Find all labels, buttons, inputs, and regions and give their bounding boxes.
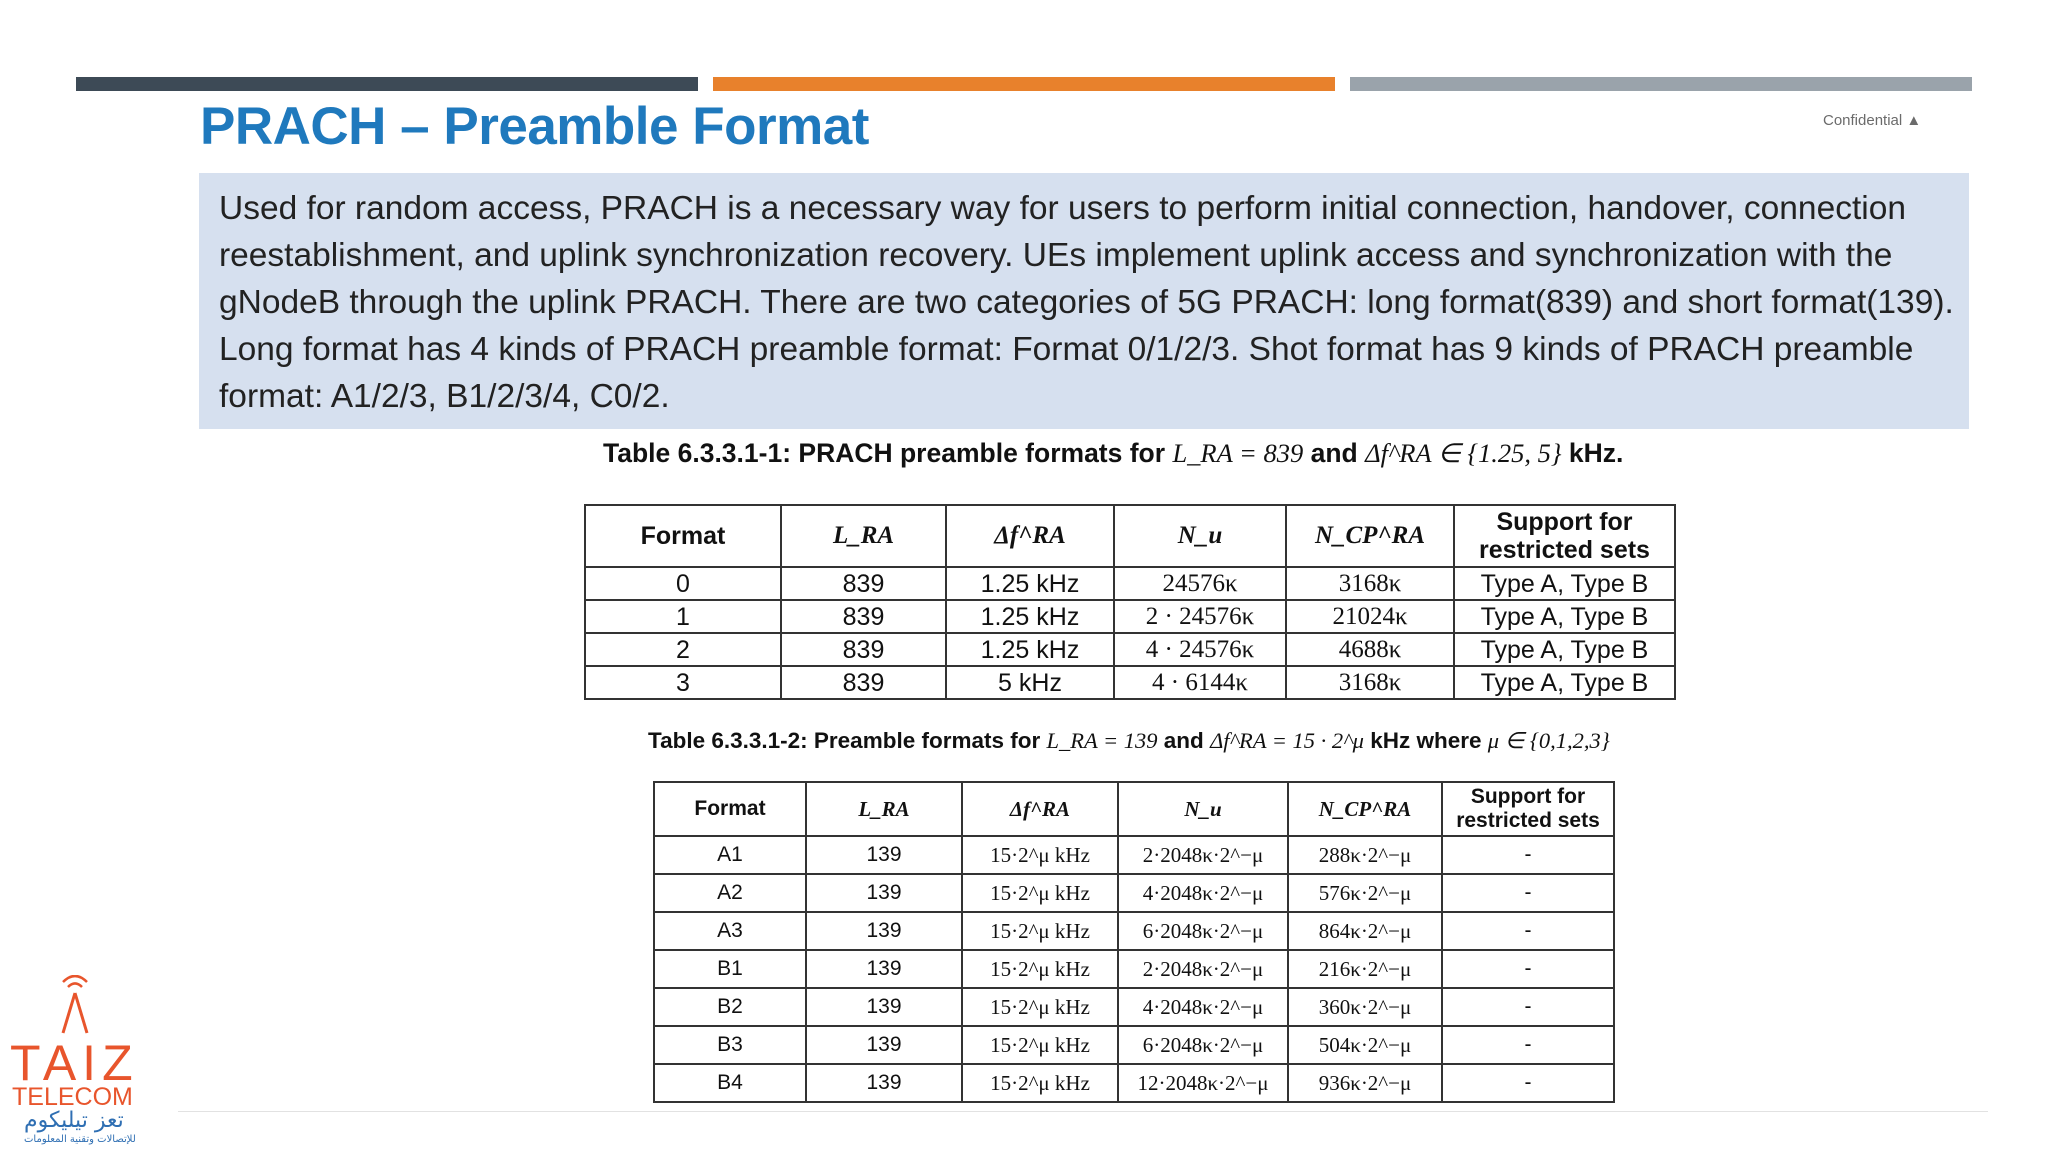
table1-caption: [603, 438, 1623, 469]
cell-lra: 139: [806, 988, 962, 1026]
col-header-restricted-sets: Support for restricted sets: [1454, 505, 1675, 567]
cell-restricted: Type A, Type B: [1454, 600, 1675, 633]
col-header-restricted-sets: Support for restricted sets: [1442, 782, 1614, 836]
cell-ncp: 3168κ: [1286, 567, 1454, 600]
col-header-lra: L_RA: [781, 505, 946, 567]
col-header-format: Format: [654, 782, 806, 836]
cell-restricted: -: [1442, 874, 1614, 912]
cell-ncp: 4688κ: [1286, 633, 1454, 666]
table1-caption-and: and: [1310, 438, 1358, 468]
cell-nu: 4 · 24576κ: [1114, 633, 1286, 666]
cell-delta-f: 1.25 kHz: [946, 633, 1114, 666]
cell-nu: 4·2048κ·2^−μ: [1118, 988, 1288, 1026]
cell-restricted: -: [1442, 950, 1614, 988]
cell-format: 0: [585, 567, 781, 600]
cell-format: A2: [654, 874, 806, 912]
table-row: [654, 988, 1614, 1026]
cell-format: B3: [654, 1026, 806, 1064]
cell-delta-f: 15·2^μ kHz: [962, 836, 1118, 874]
slide-title: PRACH – Preamble Format: [200, 97, 869, 156]
cell-lra: 139: [806, 1064, 962, 1102]
cell-nu: 2·2048κ·2^−μ: [1118, 836, 1288, 874]
cell-lra: 139: [806, 912, 962, 950]
table-header-row: [654, 782, 1614, 836]
table2-caption-label: Table 6.3.3.1-2: Preamble formats for: [648, 728, 1041, 753]
cell-nu: 6·2048κ·2^−μ: [1118, 1026, 1288, 1064]
cell-delta-f: 15·2^μ kHz: [962, 1064, 1118, 1102]
description-line: Long format has 4 kinds of PRACH preamble format: Format 0/1/2/3. Shot format has 9 kinds of PRACH preamble: [219, 331, 1914, 368]
table1-long-format: [584, 504, 1676, 700]
cell-restricted: -: [1442, 912, 1614, 950]
table-row: [654, 1026, 1614, 1064]
table-header-row: [585, 505, 1675, 567]
accent-bar-orange: [713, 77, 1335, 91]
logo-arabic-tagline: للإتصالات وتقنية المعلومات: [24, 1134, 136, 1145]
accent-bar-gray: [1350, 77, 1972, 91]
table-row: [585, 666, 1675, 699]
cell-format: A1: [654, 836, 806, 874]
cell-delta-f: 15·2^μ kHz: [962, 950, 1118, 988]
description-line: gNodeB through the uplink PRACH. There are two categories of 5G PRACH: long format(839) and short format(139).: [219, 284, 1954, 321]
table2-caption: [648, 728, 1610, 754]
description-line: format: A1/2/3, B1/2/3/4, C0/2.: [219, 378, 670, 415]
cell-lra: 139: [806, 836, 962, 874]
cell-lra: 839: [781, 600, 946, 633]
cell-lra: 839: [781, 633, 946, 666]
col-header-ncp: N_CP^RA: [1286, 505, 1454, 567]
col-header-nu: N_u: [1118, 782, 1288, 836]
description-box: [199, 173, 1969, 429]
table1-caption-length: L_RA = 839: [1172, 438, 1304, 468]
cell-lra: 139: [806, 950, 962, 988]
table2-caption-length: L_RA = 139: [1046, 728, 1158, 753]
cell-nu: 24576κ: [1114, 567, 1286, 600]
table-row: [585, 567, 1675, 600]
cell-nu: 12·2048κ·2^−μ: [1118, 1064, 1288, 1102]
cell-nu: 6·2048κ·2^−μ: [1118, 912, 1288, 950]
col-header-format: Format: [585, 505, 781, 567]
cell-format: B4: [654, 1064, 806, 1102]
table-row: [585, 600, 1675, 633]
logo-taiz: TAIZ: [10, 1035, 139, 1091]
col-header-ncp: N_CP^RA: [1288, 782, 1442, 836]
cell-ncp: 216κ·2^−μ: [1288, 950, 1442, 988]
col-header-lra: L_RA: [806, 782, 962, 836]
cell-delta-f: 1.25 kHz: [946, 600, 1114, 633]
cell-ncp: 288κ·2^−μ: [1288, 836, 1442, 874]
table1-caption-label: Table 6.3.3.1-1: PRACH preamble formats for: [603, 438, 1166, 468]
cell-restricted: Type A, Type B: [1454, 666, 1675, 699]
cell-restricted: -: [1442, 988, 1614, 1026]
cell-restricted: -: [1442, 836, 1614, 874]
table2-caption-and: and: [1163, 728, 1204, 753]
cell-nu: 2·2048κ·2^−μ: [1118, 950, 1288, 988]
cell-restricted: -: [1442, 1026, 1614, 1064]
cell-ncp: 936κ·2^−μ: [1288, 1064, 1442, 1102]
cell-format: 1: [585, 600, 781, 633]
table-row: [654, 950, 1614, 988]
cell-ncp: 360κ·2^−μ: [1288, 988, 1442, 1026]
cell-delta-f: 15·2^μ kHz: [962, 912, 1118, 950]
table1-caption-unit: kHz.: [1568, 438, 1624, 468]
cell-delta-f: 15·2^μ kHz: [962, 1026, 1118, 1064]
table2-caption-unit: kHz where: [1370, 728, 1482, 753]
accent-bar-dark: [76, 77, 698, 91]
cell-lra: 139: [806, 1026, 962, 1064]
logo-telecom: TELECOM: [12, 1083, 133, 1111]
cell-ncp: 3168κ: [1286, 666, 1454, 699]
col-header-nu: N_u: [1114, 505, 1286, 567]
cell-delta-f: 5 kHz: [946, 666, 1114, 699]
table-row: [654, 1064, 1614, 1102]
cell-format: 3: [585, 666, 781, 699]
cell-format: B1: [654, 950, 806, 988]
table-row: [654, 836, 1614, 874]
cell-format: B2: [654, 988, 806, 1026]
footer-divider: [178, 1111, 1988, 1112]
cell-ncp: 864κ·2^−μ: [1288, 912, 1442, 950]
cell-lra: 139: [806, 874, 962, 912]
logo-arabic-name: تعز تيليكوم: [24, 1108, 124, 1133]
cell-ncp: 21024κ: [1286, 600, 1454, 633]
cell-delta-f: 1.25 kHz: [946, 567, 1114, 600]
cell-ncp: 504κ·2^−μ: [1288, 1026, 1442, 1064]
cell-nu: 2 · 24576κ: [1114, 600, 1286, 633]
cell-restricted: Type A, Type B: [1454, 633, 1675, 666]
description-line: reestablishment, and uplink synchronization recovery. UEs implement uplink access and synchronization with the: [219, 237, 1893, 274]
cell-delta-f: 15·2^μ kHz: [962, 874, 1118, 912]
cell-nu: 4 · 6144κ: [1114, 666, 1286, 699]
col-header-delta-f: Δf^RA: [946, 505, 1114, 567]
table2-caption-mu: μ ∈ {0,1,2,3}: [1487, 728, 1610, 753]
table2-caption-spacing: Δf^RA = 15 · 2^μ: [1210, 728, 1364, 753]
cell-ncp: 576κ·2^−μ: [1288, 874, 1442, 912]
description-line: Used for random access, PRACH is a necessary way for users to perform initial connection, handover, connection: [219, 190, 1906, 227]
table-row: [654, 912, 1614, 950]
cell-format: A3: [654, 912, 806, 950]
cell-nu: 4·2048κ·2^−μ: [1118, 874, 1288, 912]
table1-caption-spacing: Δf^RA ∈ {1.25, 5}: [1365, 438, 1562, 468]
table-clip-mask: [540, 1113, 1640, 1152]
cell-lra: 839: [781, 567, 946, 600]
table-row: [654, 874, 1614, 912]
table2-short-format: [653, 781, 1615, 1103]
cell-lra: 839: [781, 666, 946, 699]
table-row: [585, 633, 1675, 666]
cell-restricted: -: [1442, 1064, 1614, 1102]
cell-format: 2: [585, 633, 781, 666]
confidential-label: Confidential ▲: [1823, 112, 1922, 129]
cell-restricted: Type A, Type B: [1454, 567, 1675, 600]
cell-delta-f: 15·2^μ kHz: [962, 988, 1118, 1026]
col-header-delta-f: Δf^RA: [962, 782, 1118, 836]
